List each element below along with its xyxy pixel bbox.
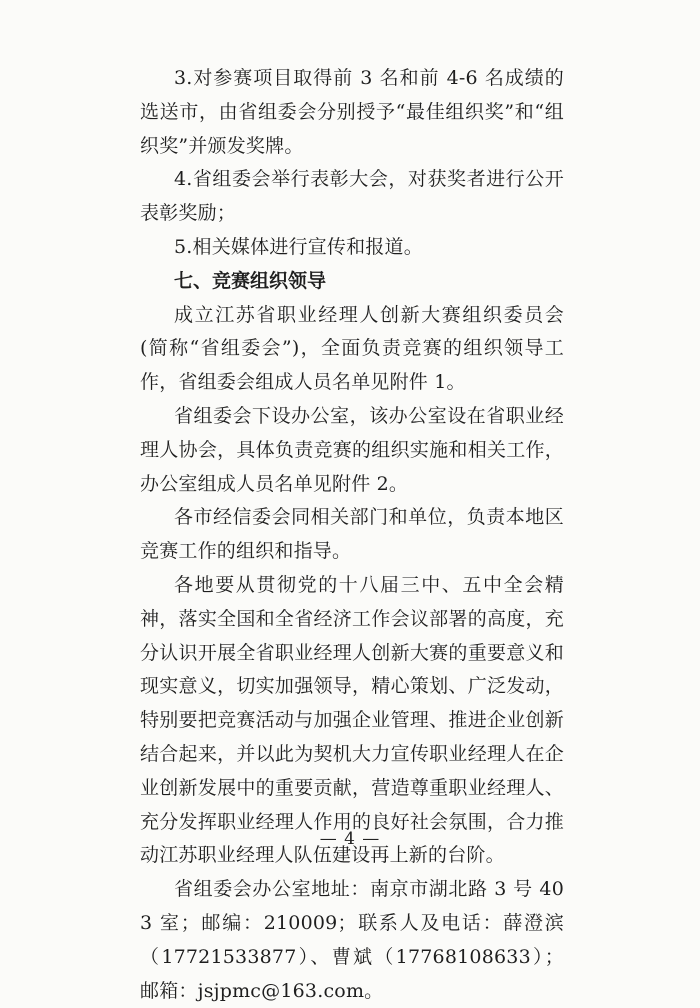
- paragraph-media-coverage: 5.相关媒体进行宣传和报道。: [174, 235, 423, 258]
- paragraph-award-organization: 3.对参赛项目取得前 3 名和前 4-6 名成绩的选送市，由省组委会分别授予“最佳组织奖”和“组织奖”并颁发奖牌。: [140, 67, 564, 157]
- section-heading: 七、竞赛组织领导: [174, 269, 327, 292]
- page-number: — 4 —: [319, 829, 381, 849]
- paragraph-requirements: 各地要从贯彻党的十八届三中、五中全会精神，落实全国和全省经济工作会议部署的高度，充分认识开展全省职业经理人创新大赛的重要意义和现实意义，切实加强领导，精心策划、广泛发动，特别要把竞赛活动与加强企业管理、推进企业创新结合起来，并以此为契机大力宣传职业经理人在企业创新发展中的重要贡献，营造尊重职业经理人、充分发挥职业经理人作用的良好社会氛围，合力推动江苏职业经理人队伍建设再上新的台阶。: [140, 573, 564, 867]
- paragraph-city-responsibility: 各市经信委会同相关部门和单位，负责本地区竞赛工作的组织和指导。: [140, 506, 564, 563]
- paragraph-office: 省组委会下设办公室，该办公室设在省职业经理人协会，具体负责竞赛的组织实施和相关工作，办公室组成人员名单见附件 2。: [140, 404, 564, 495]
- paragraph-commendation-meeting: 4.省组委会举行表彰大会，对获奖者进行公开表彰奖励；: [140, 168, 564, 225]
- paragraph-contact: 省组委会办公室地址：南京市湖北路 3 号 403 室；邮编：210009；联系人及电话：薛澄滨（17721533877）、曹斌（17768108633）；邮箱：jsjpmc@163.com。: [140, 878, 564, 1002]
- document-body: [140, 62, 564, 1008]
- paragraph-committee: 成立江苏省职业经理人创新大赛组织委员会(简称“省组委会”)，全面负责竞赛的组织领导工作，省组委会组成人员名单见附件 1。: [140, 303, 564, 394]
